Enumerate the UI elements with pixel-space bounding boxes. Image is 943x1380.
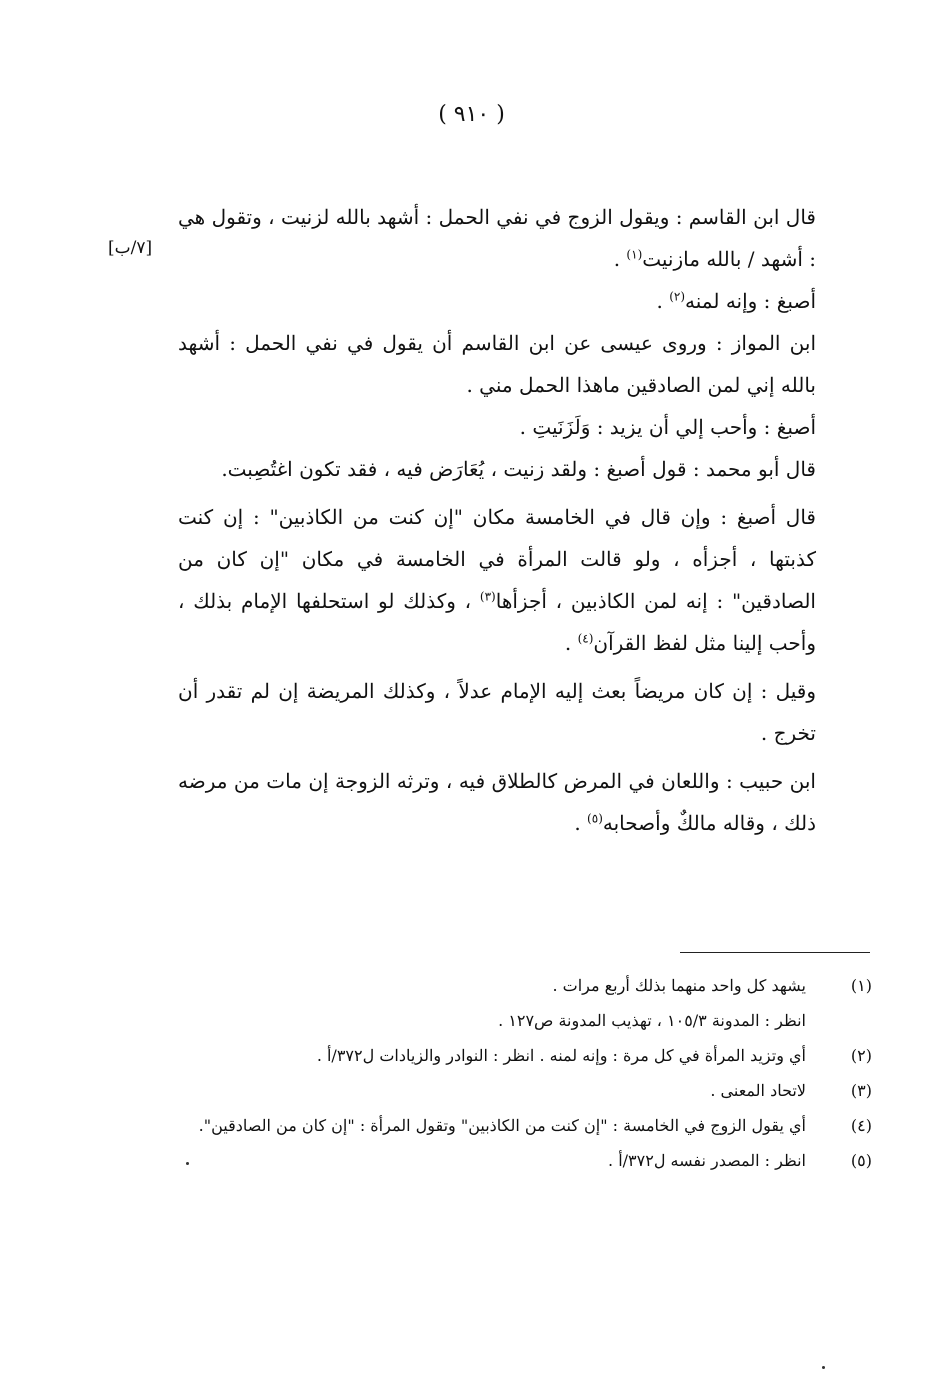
footnote-number: (٣) [850,1081,872,1100]
footnote-item [150,1038,872,1073]
footnote-number: (٥) [850,1151,872,1170]
footnote-number: (١) [850,976,872,995]
footnote-text: انظر : المصدر نفسه ل٣٧٢/أ . [608,1151,806,1170]
paragraph: قال أصبغ : وإن قال في الخامسة مكان "إن كنت من الكاذبين" : إن كنت كذبتها ، أجزأه ، ولو قالت المرأة في الخامسة في مكان "إن كان من الصادقين" : إنه لمن الكاذبين ، أجزأها$^{(٣)}$ ، وكذلك لو استحلفها الإمام بذلك ، وأحب إلينا مثل لفظ القرآن$^{(٤)}$ . [178,505,816,655]
footnote-item [150,1143,872,1178]
footnotes [150,968,872,1178]
footnote-item [150,1003,872,1038]
footnote-text: لاتحاد المعنى . [710,1081,806,1100]
footnote-item [150,1073,872,1108]
footnote-item [150,1108,872,1143]
paragraph: ابن المواز : وروى عيسى عن ابن القاسم أن يقول في نفي الحمل : أشهد بالله إني لمن الصادقين ماهذا الحمل مني . [178,331,816,397]
paragraph: أصبغ : وإنه لمنه$^{(٢)}$ . [656,289,816,313]
page-number: ( ٩١٠ ) [438,102,505,127]
footnote-number: (٤) [850,1116,872,1135]
footnote-item [150,968,872,1003]
footnote-text: انظر : المدونة ١٠٥/٣ ، تهذيب المدونة ص١٢٧ . [498,1011,806,1030]
paragraph: قال ابن القاسم : ويقول الزوج في نفي الحمل : أشهد بالله لزنيت ، وتقول هي : أشهد / بالله مازنيت$^{(١)}$ . [178,205,816,271]
footnote-text: أي يقول الزوج في الخامسة : "إن كنت من الكاذبين" وتقول المرأة : "إن كان من الصادقين". [198,1116,806,1135]
footnote-separator [680,952,870,953]
footnote-number: (٢) [850,1046,872,1065]
scan-speck [186,1162,189,1165]
paragraph: ابن حبيب : واللعان في المرض كالطلاق فيه ، وترثه الزوجة إن مات من مرضه ذلك ، وقاله مالكٌ وأصحابه$^{(٥)}$ . [178,769,816,835]
footnote-text: أي وتزيد المرأة في كل مرة : وإنه لمنه . انظر : النوادر والزيادات ل٣٧٢/أ . [316,1046,806,1065]
footnote-text: يشهد كل واحد منهما بذلك أربع مرات . [552,976,806,995]
paragraph: وقيل : إن كان مريضاً بعث إليه الإمام عدلاً ، وكذلك المريضة إن لم تقدر أن تخرج . [178,679,816,745]
main-text [178,196,872,844]
paragraph: قال أبو محمد : قول أصبغ : ولقد زنيت ، يُعَارَض فيه ، فقد تكون اغتُصِبت. [221,457,816,481]
margin-folio-note: [٧/ب] [108,238,153,258]
footnote-number [806,1003,872,1038]
paragraph: أصبغ : وأحب إلي أن يزيد : وَلَزَنَيتِ . [519,415,816,439]
scan-speck [822,1366,825,1369]
